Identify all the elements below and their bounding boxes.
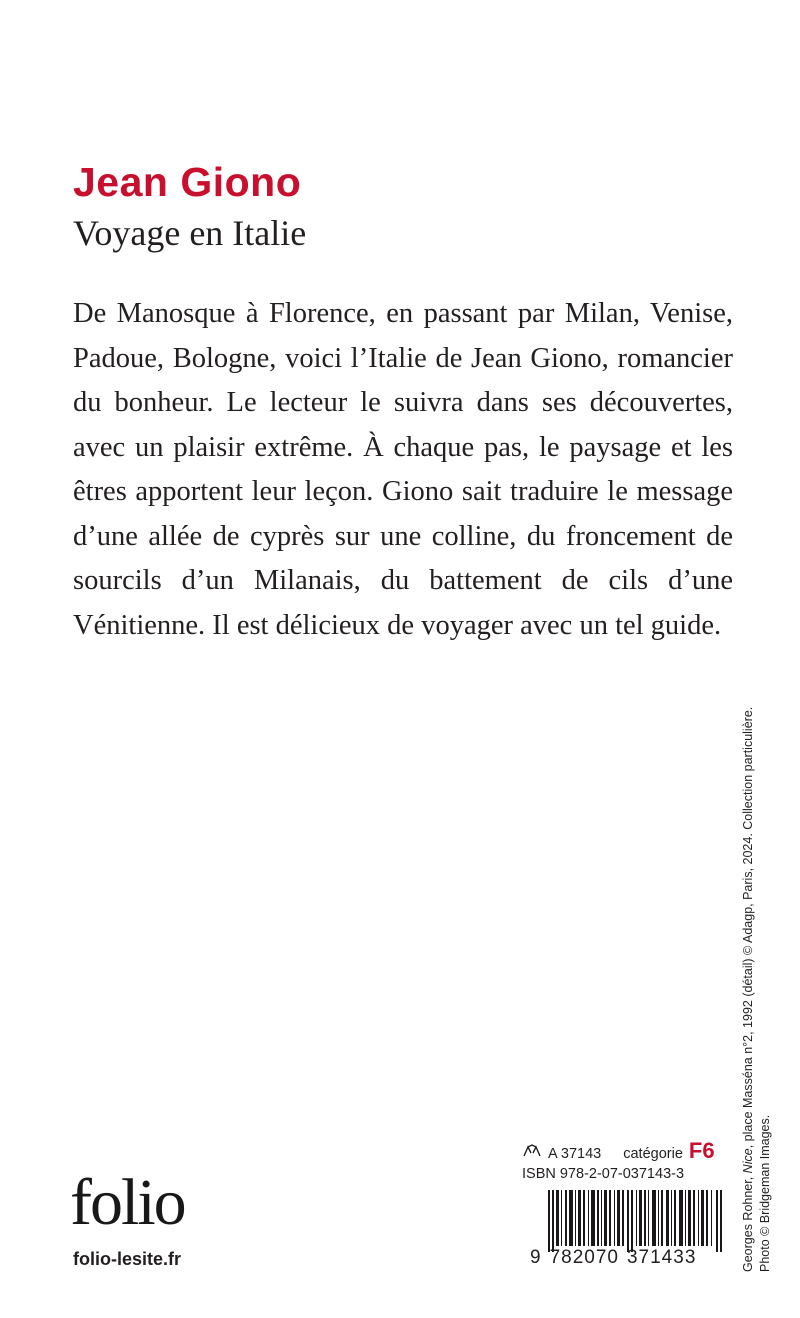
category-label: catégorie: [623, 1146, 683, 1162]
code-row: [522, 1138, 722, 1164]
barcode-first-digit: 9: [530, 1247, 542, 1268]
barcode-group-2: 371433: [626, 1247, 697, 1268]
folio-logo: folio: [70, 1166, 185, 1239]
credit-suffix: , place Masséna n°2, 1992 (détail) © Adagp, Paris, 2024. Collection particulière.: [741, 706, 755, 1149]
barcode-group-1: 782070: [549, 1247, 619, 1268]
category-value: F6: [688, 1138, 715, 1163]
hands-icon: [522, 1144, 542, 1158]
credit-line-1: [740, 706, 757, 1272]
book-codes: [522, 1138, 722, 1182]
author-name: Jean Giono: [73, 159, 302, 205]
image-credit: [740, 706, 780, 1272]
barcode: [548, 1190, 724, 1252]
credit-work: Nice: [741, 1148, 755, 1174]
isbn: ISBN 978-2-07-037143-3: [522, 1166, 685, 1182]
publisher-website[interactable]: folio-lesite.fr: [73, 1249, 182, 1269]
credit-prefix: Georges Rohner,: [741, 1176, 755, 1272]
credit-line-2: Photo © Bridgeman Images.: [758, 1114, 772, 1272]
barcode-digits: [530, 1247, 726, 1269]
back-cover-blurb: De Manosque à Florence, en passant par Milan, Venise, Padoue, Bologne, voici l’Italie de Jean Giono, romancier du bonheur. Le lecteur le suivra dans ses découvertes, avec un plaisir extrême. À chaque pas, le paysage et les êtres apportent leur leçon. Giono sait traduire le message d’une allée de cyprès sur une colline, du froncement de sourcils d’un Milanais, du battement de cils d’une Vénitienne. Il est délicieux de voyager avec un tel guide.: [73, 298, 733, 641]
book-title: Voyage en Italie: [73, 213, 307, 253]
code-a: A 37143: [548, 1146, 602, 1162]
